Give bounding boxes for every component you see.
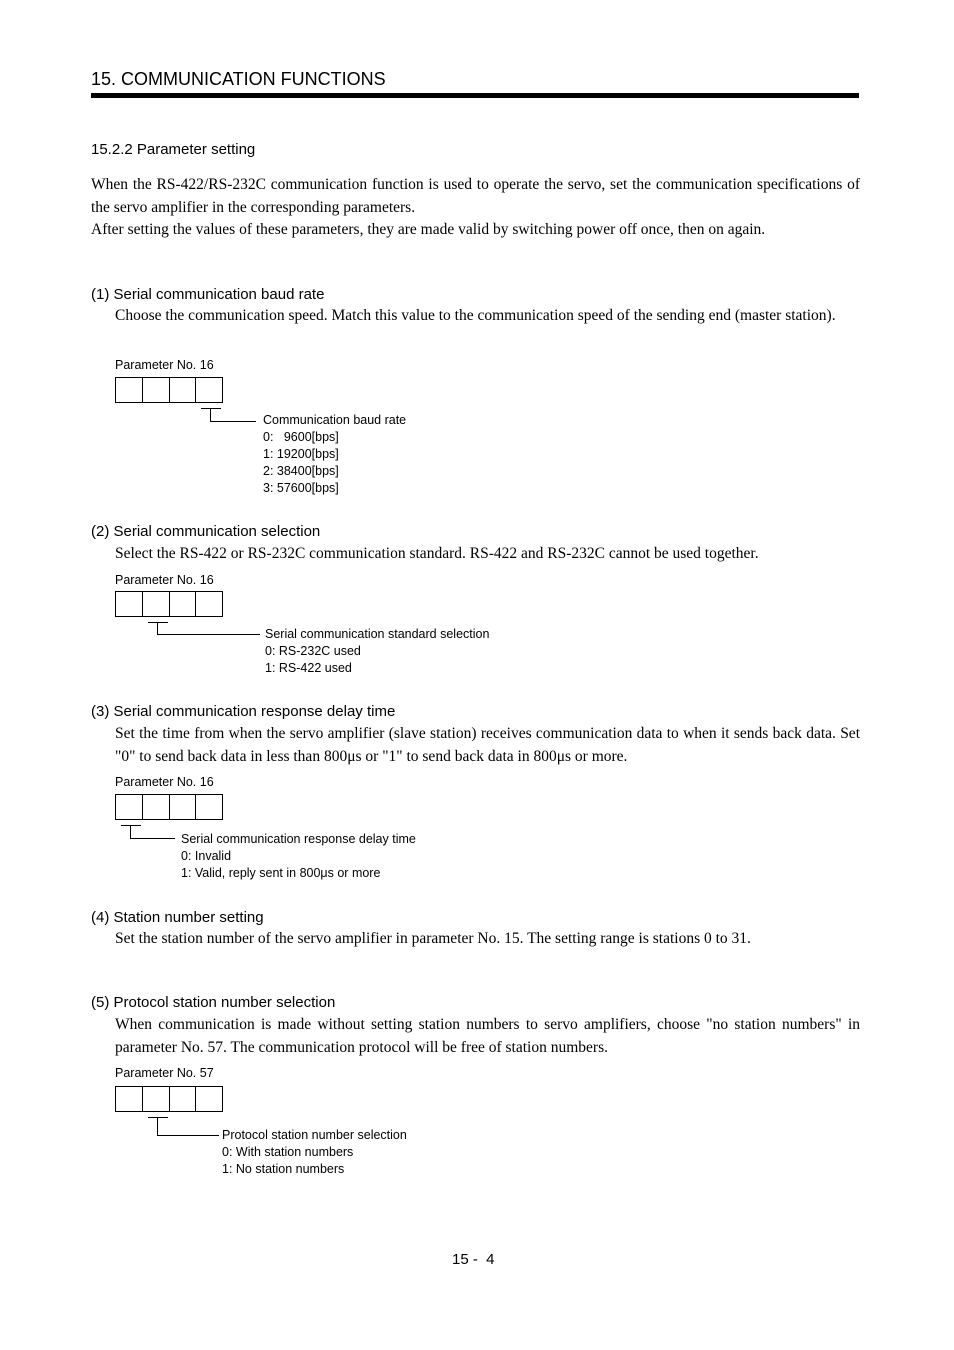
digit-cell: [143, 592, 170, 616]
item-3-body: Set the time from when the servo amplifier (slave station) receives communication data to when it sends back data. Set "0" to send back data in less than 800μs or "1" to send back data in 800μs or more.: [115, 725, 860, 765]
item-5-description: [222, 1127, 407, 1178]
digit-cell: [143, 1087, 170, 1111]
item-4-heading: (4) Station number setting: [91, 909, 264, 926]
header-rule: [91, 93, 859, 98]
page-number: 15 - 4: [452, 1251, 495, 1268]
leader-vertical: [130, 825, 131, 839]
option-0: 0: Invalid: [181, 849, 232, 863]
leader-horizontal: [157, 634, 260, 635]
item-5-heading: (5) Protocol station number selection: [91, 994, 336, 1011]
option-0: 0: With station numbers: [222, 1145, 354, 1159]
item-1-description: [263, 412, 406, 497]
item-1-parameter-label: Parameter No. 16: [115, 358, 214, 372]
leader-tick: [121, 825, 141, 826]
option-3: 3: 57600[bps]: [263, 481, 339, 495]
digit-cell: [116, 795, 143, 819]
option-1: 1: No station numbers: [222, 1162, 345, 1176]
description-title: Communication baud rate: [263, 413, 407, 427]
intro-paragraph-2: After setting the values of these parameters, they are made valid by switching power off once, then on again.: [91, 221, 766, 238]
digit-cell: [170, 1087, 197, 1111]
option-1: 1: Valid, reply sent in 800μs or more: [181, 866, 381, 880]
description-title: Serial communication response delay time: [181, 832, 416, 846]
option-0: 0: 9600[bps]: [263, 430, 339, 444]
section-title: 15.2.2 Parameter setting: [91, 141, 256, 158]
item-4-body: Set the station number of the servo amplifier in parameter No. 15. The setting range is stations 0 to 31.: [115, 930, 751, 947]
item-3-heading: (3) Serial communication response delay time: [91, 703, 396, 720]
digit-cell: [143, 795, 170, 819]
leader-vertical: [157, 1117, 158, 1136]
item-1-body: Choose the communication speed. Match this value to the communication speed of the sending end (master station).: [115, 307, 836, 324]
leader-horizontal: [157, 1135, 219, 1136]
intro-paragraph-1: When the RS-422/RS-232C communication function is used to operate the servo, set the communication specifications of the servo amplifier in the corresponding parameters.: [91, 176, 860, 216]
digit-cell: [196, 592, 222, 616]
item-1-digit-box: [115, 377, 223, 403]
item-2-body: Select the RS-422 or RS-232C communication standard. RS-422 and RS-232C cannot be used together.: [115, 545, 759, 562]
digit-cell: [116, 378, 143, 402]
item-2-digit-box: [115, 591, 223, 617]
option-2: 2: 38400[bps]: [263, 464, 339, 478]
item-3-digit-box: [115, 794, 223, 820]
item-5-digit-box: [115, 1086, 223, 1112]
item-3-parameter-label: Parameter No. 16: [115, 775, 214, 789]
leader-tick: [148, 622, 168, 623]
digit-cell: [196, 795, 222, 819]
item-5-parameter-label: Parameter No. 57: [115, 1066, 214, 1080]
option-1: 1: 19200[bps]: [263, 447, 339, 461]
description-title: Serial communication standard selection: [265, 627, 490, 641]
item-1-heading: (1) Serial communication baud rate: [91, 286, 325, 303]
leader-horizontal: [130, 838, 175, 839]
item-2-heading: (2) Serial communication selection: [91, 523, 321, 540]
leader-tick: [201, 408, 221, 409]
digit-cell: [116, 1087, 143, 1111]
description-title: Protocol station number selection: [222, 1128, 407, 1142]
leader-vertical: [210, 408, 211, 422]
digit-cell: [196, 1087, 222, 1111]
digit-cell: [196, 378, 222, 402]
item-2-parameter-label: Parameter No. 16: [115, 573, 214, 587]
leader-tick: [148, 1117, 168, 1118]
digit-cell: [143, 378, 170, 402]
digit-cell: [170, 378, 197, 402]
digit-cell: [170, 592, 197, 616]
item-5-body: When communication is made without setting station numbers to servo amplifiers, choose "no station numbers" in parameter No. 57. The communication protocol will be free of station numbers.: [115, 1016, 860, 1056]
chapter-title: 15. COMMUNICATION FUNCTIONS: [91, 69, 386, 89]
digit-cell: [116, 592, 143, 616]
item-3-description: [181, 831, 416, 882]
option-1: 1: RS-422 used: [265, 661, 352, 675]
digit-cell: [170, 795, 197, 819]
item-2-description: [265, 626, 489, 677]
leader-horizontal: [210, 421, 256, 422]
option-0: 0: RS-232C used: [265, 644, 361, 658]
